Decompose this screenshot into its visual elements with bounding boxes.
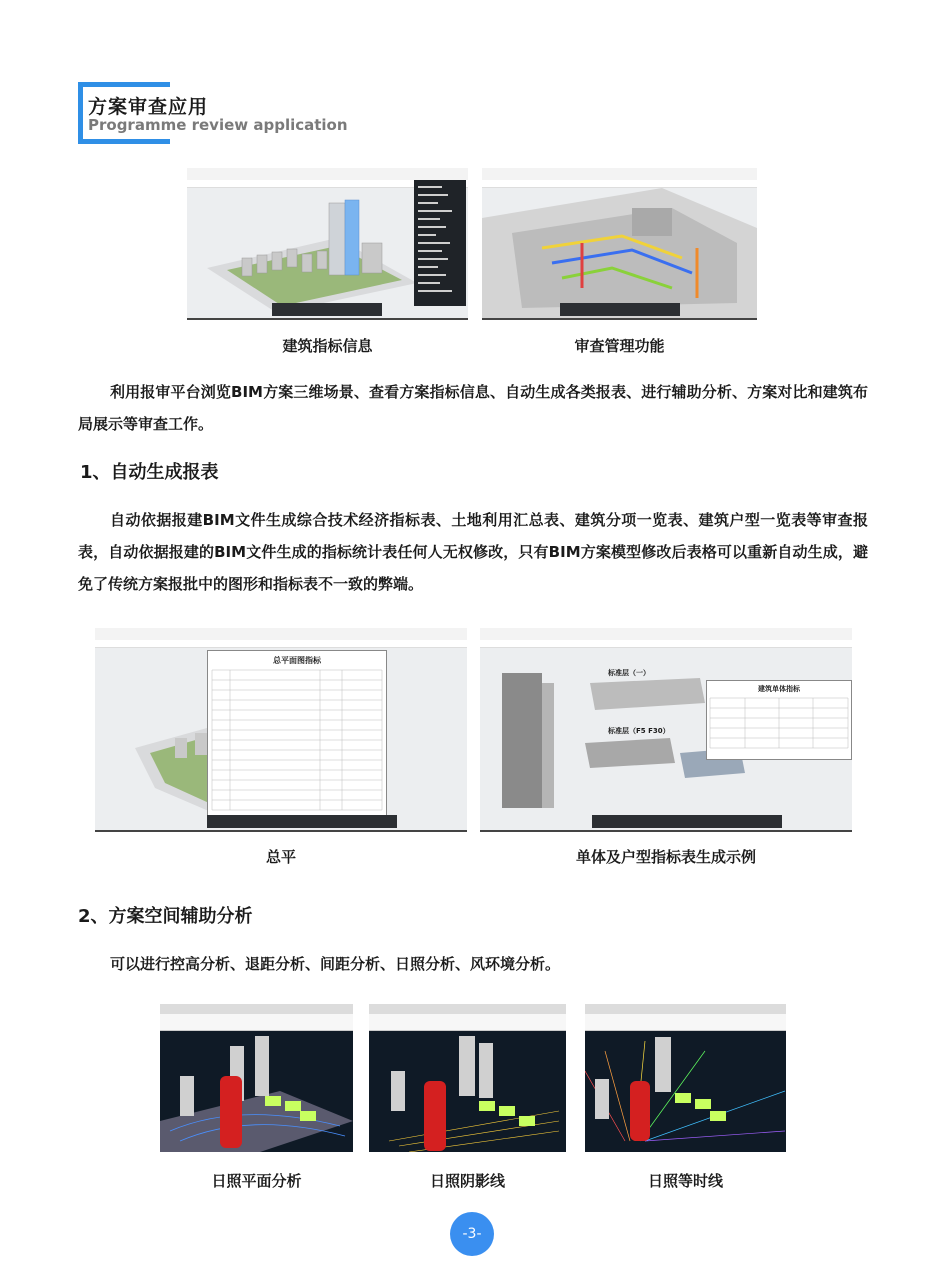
section2-heading: 2、方案空间辅助分析 xyxy=(78,906,253,927)
screenshot-site-plan xyxy=(95,628,467,832)
table-grid xyxy=(208,666,386,816)
caption-sunlight-isochrone: 日照等时线 xyxy=(647,1172,723,1190)
browser-chrome xyxy=(585,1004,786,1014)
browser-chrome xyxy=(160,1004,353,1014)
sunlight-isochrone-scene xyxy=(585,1031,786,1152)
browser-nav[interactable] xyxy=(160,1014,353,1031)
screenshot-sunlight-plane xyxy=(160,1004,353,1152)
section1-paragraph: 自动依据报建BIM文件生成综合技术经济指标表、土地利用汇总表、建筑分项一览表、建筑户型一览表等审查报表，自动依据报建的BIM文件生成的指标统计表任何人无权修改，只有BIM方案模型修改后表格可以重新自动生成，避免了传统方案报批中的图形和指标表不一致的弊端。 xyxy=(78,511,868,593)
caption-building-indicators: 建筑指标信息 xyxy=(282,337,373,355)
caption-sunlight-shadow: 日照阴影线 xyxy=(429,1172,505,1190)
indicator-side-panel[interactable] xyxy=(414,180,466,306)
viewer-toolbar[interactable] xyxy=(560,303,680,316)
caption-sunlight-plane: 日照平面分析 xyxy=(211,1172,302,1190)
sunlight-shadow-scene xyxy=(369,1031,566,1152)
table-grid xyxy=(707,694,851,758)
intro-paragraph: 利用报审平台浏览BIM方案三维场景、查看方案指标信息、自动生成各类报表、进行辅助分析、方案对比和建筑布局展示等审查工作。 xyxy=(78,383,868,433)
screenshot-sunlight-shadow xyxy=(369,1004,566,1152)
screenshot-sunlight-isochrone xyxy=(585,1004,786,1152)
browser-nav[interactable] xyxy=(369,1014,566,1031)
page-number-badge: -3- xyxy=(450,1212,494,1256)
viewer-toolbar[interactable] xyxy=(207,815,397,828)
section2-paragraph: 可以进行控高分析、退距分析、间距分析、日照分析、风环境分析。 xyxy=(110,955,561,973)
caption-unit-indicators: 单体及户型指标表生成示例 xyxy=(575,848,756,866)
site-table-title: 总平面图指标 xyxy=(273,656,321,665)
unit-table-title: 建筑单体指标 xyxy=(758,685,800,693)
caption-review-management: 审查管理功能 xyxy=(574,337,665,355)
browser-chrome xyxy=(369,1004,566,1014)
section1-heading: 1、自动生成报表 xyxy=(80,462,219,483)
unit-label-standard-floor-2: 标准层（F5 F30） xyxy=(608,727,670,735)
unit-label-standard-floor-1: 标准层（一） xyxy=(608,669,650,677)
caption-site-plan: 总平 xyxy=(265,848,296,866)
viewer-toolbar[interactable] xyxy=(272,303,382,316)
browser-urlbar xyxy=(482,180,757,188)
browser-nav[interactable] xyxy=(585,1014,786,1031)
browser-urlbar xyxy=(95,640,467,648)
screenshot-building-indicators xyxy=(187,168,468,320)
screenshot-unit-indicators xyxy=(480,628,852,832)
site-indicator-table xyxy=(207,650,387,820)
page-subtitle: Programme review application xyxy=(88,116,348,134)
unit-indicator-table xyxy=(706,680,852,760)
page-title: 方案审查应用 xyxy=(88,96,209,118)
viewer-toolbar[interactable] xyxy=(592,815,782,828)
header-underline xyxy=(78,139,170,144)
browser-urlbar xyxy=(480,640,852,648)
mep-scene xyxy=(482,188,757,318)
sunlight-plane-scene xyxy=(160,1031,353,1152)
screenshot-review-management xyxy=(482,168,757,320)
